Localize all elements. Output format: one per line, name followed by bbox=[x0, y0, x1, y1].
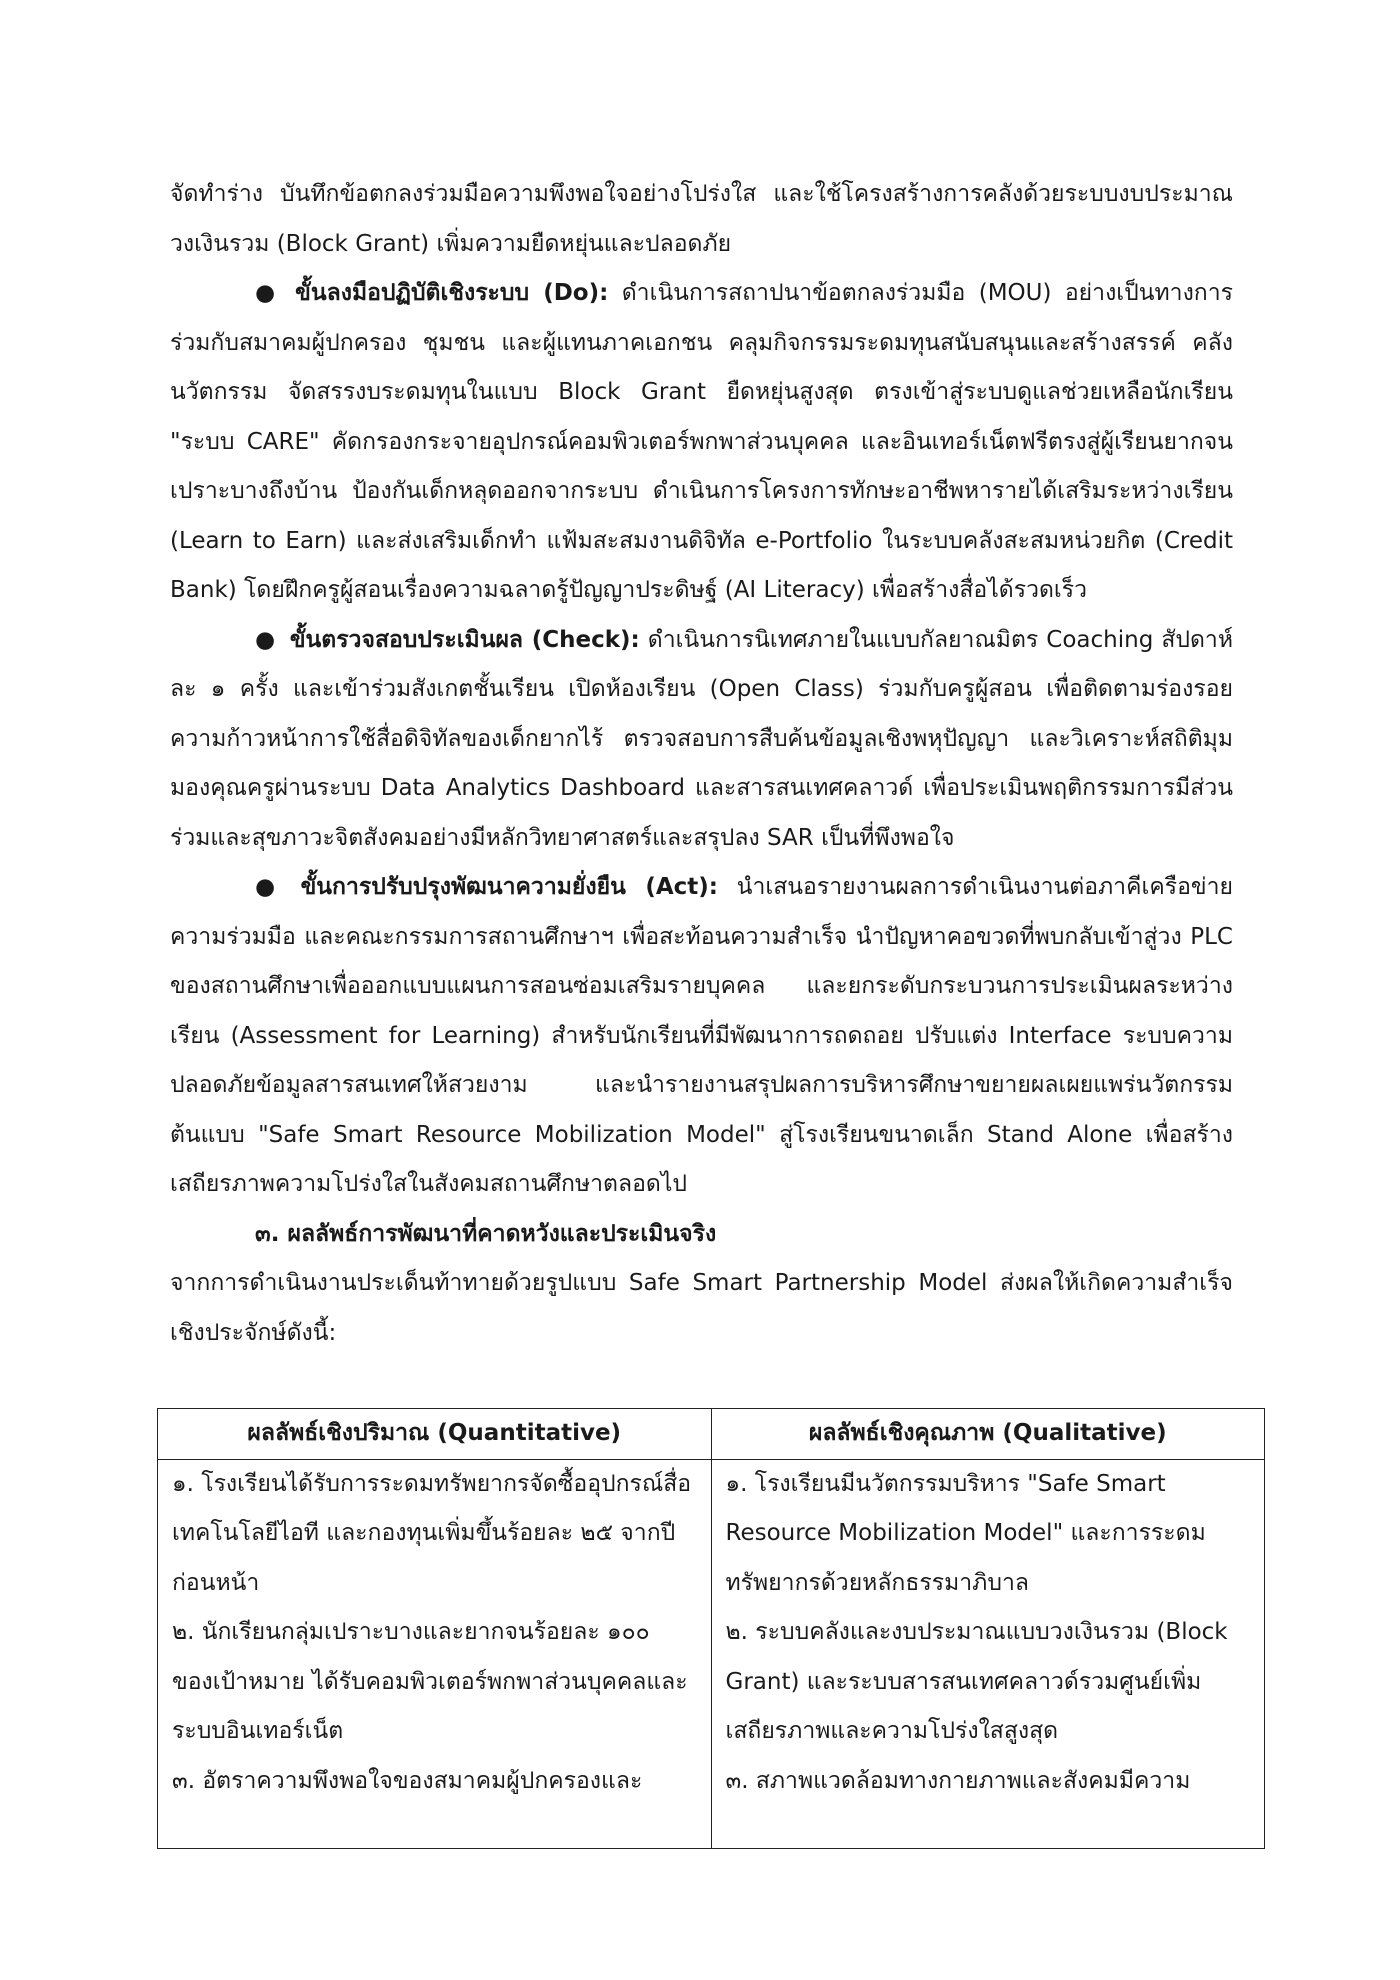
document-body bbox=[170, 170, 1233, 1358]
check-step-paragraph bbox=[170, 616, 1233, 864]
table-header-row bbox=[158, 1409, 1265, 1460]
table-row bbox=[158, 1459, 1265, 1848]
act-step-text: นำเสนอรายงานผลการดำเนินงานต่อภาคีเครือข่ายความร่วมมือ และคณะกรรมการสถานศึกษาฯ เพื่อสะท้อนความสำเร็จ นำปัญหาคอขวดที่พบกลับเข้าสู่วง PLC ของสถานศึกษาเพื่อออกแบบแผนการสอนซ่อมเสริมรายบุคคล และยกระดับกระบวนการประเมินผลระหว่างเรียน (Assessment for Learning) สำหรับนักเรียนที่มีพัฒนาการถดถอย ปรับแต่ง Interface ระบบความปลอดภัยข้อมูลสารสนเทศให้สวยงาม และนำรายงานสรุปผลการบริหารศึกษาขยายผลเผยแพร่นวัตกรรมต้นแบบ "Safe Smart Resource Mobilization Model" สู่โรงเรียนขนาดเล็ก Stand Alone เพื่อสร้างเสถียรภาพความโปร่งใสในสังคมสถานศึกษาตลอดไป bbox=[170, 874, 1233, 1197]
do-step-title: ขั้นลงมือปฏิบัติเชิงระบบ (Do): bbox=[295, 280, 609, 306]
qualitative-item-2: ๒. ระบบคลังและงบประมาณแบบวงเงินรวม (Block Grant) และระบบสารสนเทศคลาวด์รวมศูนย์เพิ่มเสถียรภาพและความโปร่งใสสูงสุด bbox=[725, 1619, 1228, 1744]
qualitative-header: ผลลัพธ์เชิงคุณภาพ (Qualitative) bbox=[711, 1409, 1265, 1460]
act-step-title: ขั้นการปรับปรุงพัฒนาความยั่งยืน (Act): bbox=[300, 874, 718, 900]
qualitative-item-3: ๓. สภาพแวดล้อมทางกายภาพและสังคมมีความ bbox=[725, 1767, 1191, 1794]
quantitative-item-2: ๒. นักเรียนกลุ่มเปราะบางและยากจนร้อยละ ๑๐๐ ของเป้าหมาย ได้รับคอมพิวเตอร์พกพาส่วนบุคคลและระบบอินเทอร์เน็ต bbox=[172, 1619, 688, 1744]
intro-paragraph: จัดทำร่าง บันทึกข้อตกลงร่วมมือความพึงพอใจอย่างโปร่งใส และใช้โครงสร้างการคลังด้วยระบบงบประมาณวงเงินรวม (Block Grant) เพิ่มความยืดหยุ่นและปลอดภัย bbox=[170, 181, 1233, 257]
quantitative-cell bbox=[158, 1459, 712, 1848]
act-step-paragraph bbox=[170, 863, 1233, 1210]
qualitative-item-1: ๑. โรงเรียนมีนวัตกรรมบริหาร "Safe Smart Resource Mobilization Model" และการระดมทรัพยากรด้วยหลักธรรมาภิบาล bbox=[725, 1470, 1206, 1596]
quantitative-item-3: ๓. อัตราความพึงพอใจของสมาคมผู้ปกครองและ bbox=[172, 1767, 643, 1794]
quantitative-item-1: ๑. โรงเรียนได้รับการระดมทรัพยากรจัดซื้ออุปกรณ์สื่อเทคโนโลยีไอที และกองทุนเพิ่มขึ้นร้อยละ ๒๕ จากปีก่อนหน้า bbox=[172, 1470, 692, 1596]
bullet-icon: ● bbox=[255, 280, 282, 306]
bullet-icon: ● bbox=[255, 874, 287, 900]
check-step-title: ขั้นตรวจสอบประเมินผล (Check): bbox=[289, 626, 640, 653]
quantitative-header: ผลลัพธ์เชิงปริมาณ (Quantitative) bbox=[158, 1409, 712, 1460]
bullet-icon: ● bbox=[255, 626, 276, 653]
section-3-intro: จากการดำเนินงานประเด็นท้าทายด้วยรูปแบบ Safe Smart Partnership Model ส่งผลให้เกิดความสำเร็จเชิงประจักษ์ดังนี้: bbox=[170, 1270, 1233, 1346]
section-3-heading: ๓. ผลลัพธ์การพัฒนาที่คาดหวังและประเมินจริง bbox=[255, 1220, 717, 1247]
qualitative-cell bbox=[711, 1459, 1265, 1848]
do-step-paragraph bbox=[170, 269, 1233, 616]
results-table bbox=[157, 1408, 1265, 1849]
do-step-text: ดำเนินการสถาปนาข้อตกลงร่วมมือ (MOU) อย่างเป็นทางการร่วมกับสมาคมผู้ปกครอง ชุมชน และผู้แทนภาคเอกชน คลุมกิจกรรมระดมทุนสนับสนุนและสร้างสรรค์ คลังนวัตกรรม จัดสรรงบระดมทุนในแบบ Block Grant ยืดหยุ่นสูงสุด ตรงเข้าสู่ระบบดูแลช่วยเหลือนักเรียน "ระบบ CARE" คัดกรองกระจายอุปกรณ์คอมพิวเตอร์พกพาส่วนบุคคล และอินเทอร์เน็ตฟรีตรงสู่ผู้เรียนยากจนเปราะบางถึงบ้าน ป้องกันเด็กหลุดออกจากระบบ ดำเนินการโครงการทักษะอาชีพหารายได้เสริมระหว่างเรียน (Learn to Earn) และส่งเสริมเด็กทำ แฟ้มสะสมงานดิจิทัล e-Portfolio ในระบบคลังสะสมหน่วยกิต (Credit Bank) โดยฝึกครูผู้สอนเรื่องความฉลาดรู้ปัญญาประดิษฐ์ (AI Literacy) เพื่อสร้างสื่อได้รวดเร็ว bbox=[170, 280, 1233, 603]
check-step-text: ดำเนินการนิเทศภายในแบบกัลยาณมิตร Coaching สัปดาห์ละ ๑ ครั้ง และเข้าร่วมสังเกตชั้นเรียน เปิดห้องเรียน (Open Class) ร่วมกับครูผู้สอน เพื่อติดตามร่องรอยความก้าวหน้าการใช้สื่อดิจิทัลของเด็กยากไร้ ตรวจสอบการสืบค้นข้อมูลเชิงพหุปัญญา และวิเคราะห์สถิติมุมมองคุณครูผ่านระบบ Data Analytics Dashboard และสารสนเทศคลาวด์ เพื่อประเมินพฤติกรรมการมีส่วนร่วมและสุขภาวะจิตสังคมอย่างมีหลักวิทยาศาสตร์และสรุปลง SAR เป็นที่พึงพอใจ bbox=[170, 626, 1233, 851]
